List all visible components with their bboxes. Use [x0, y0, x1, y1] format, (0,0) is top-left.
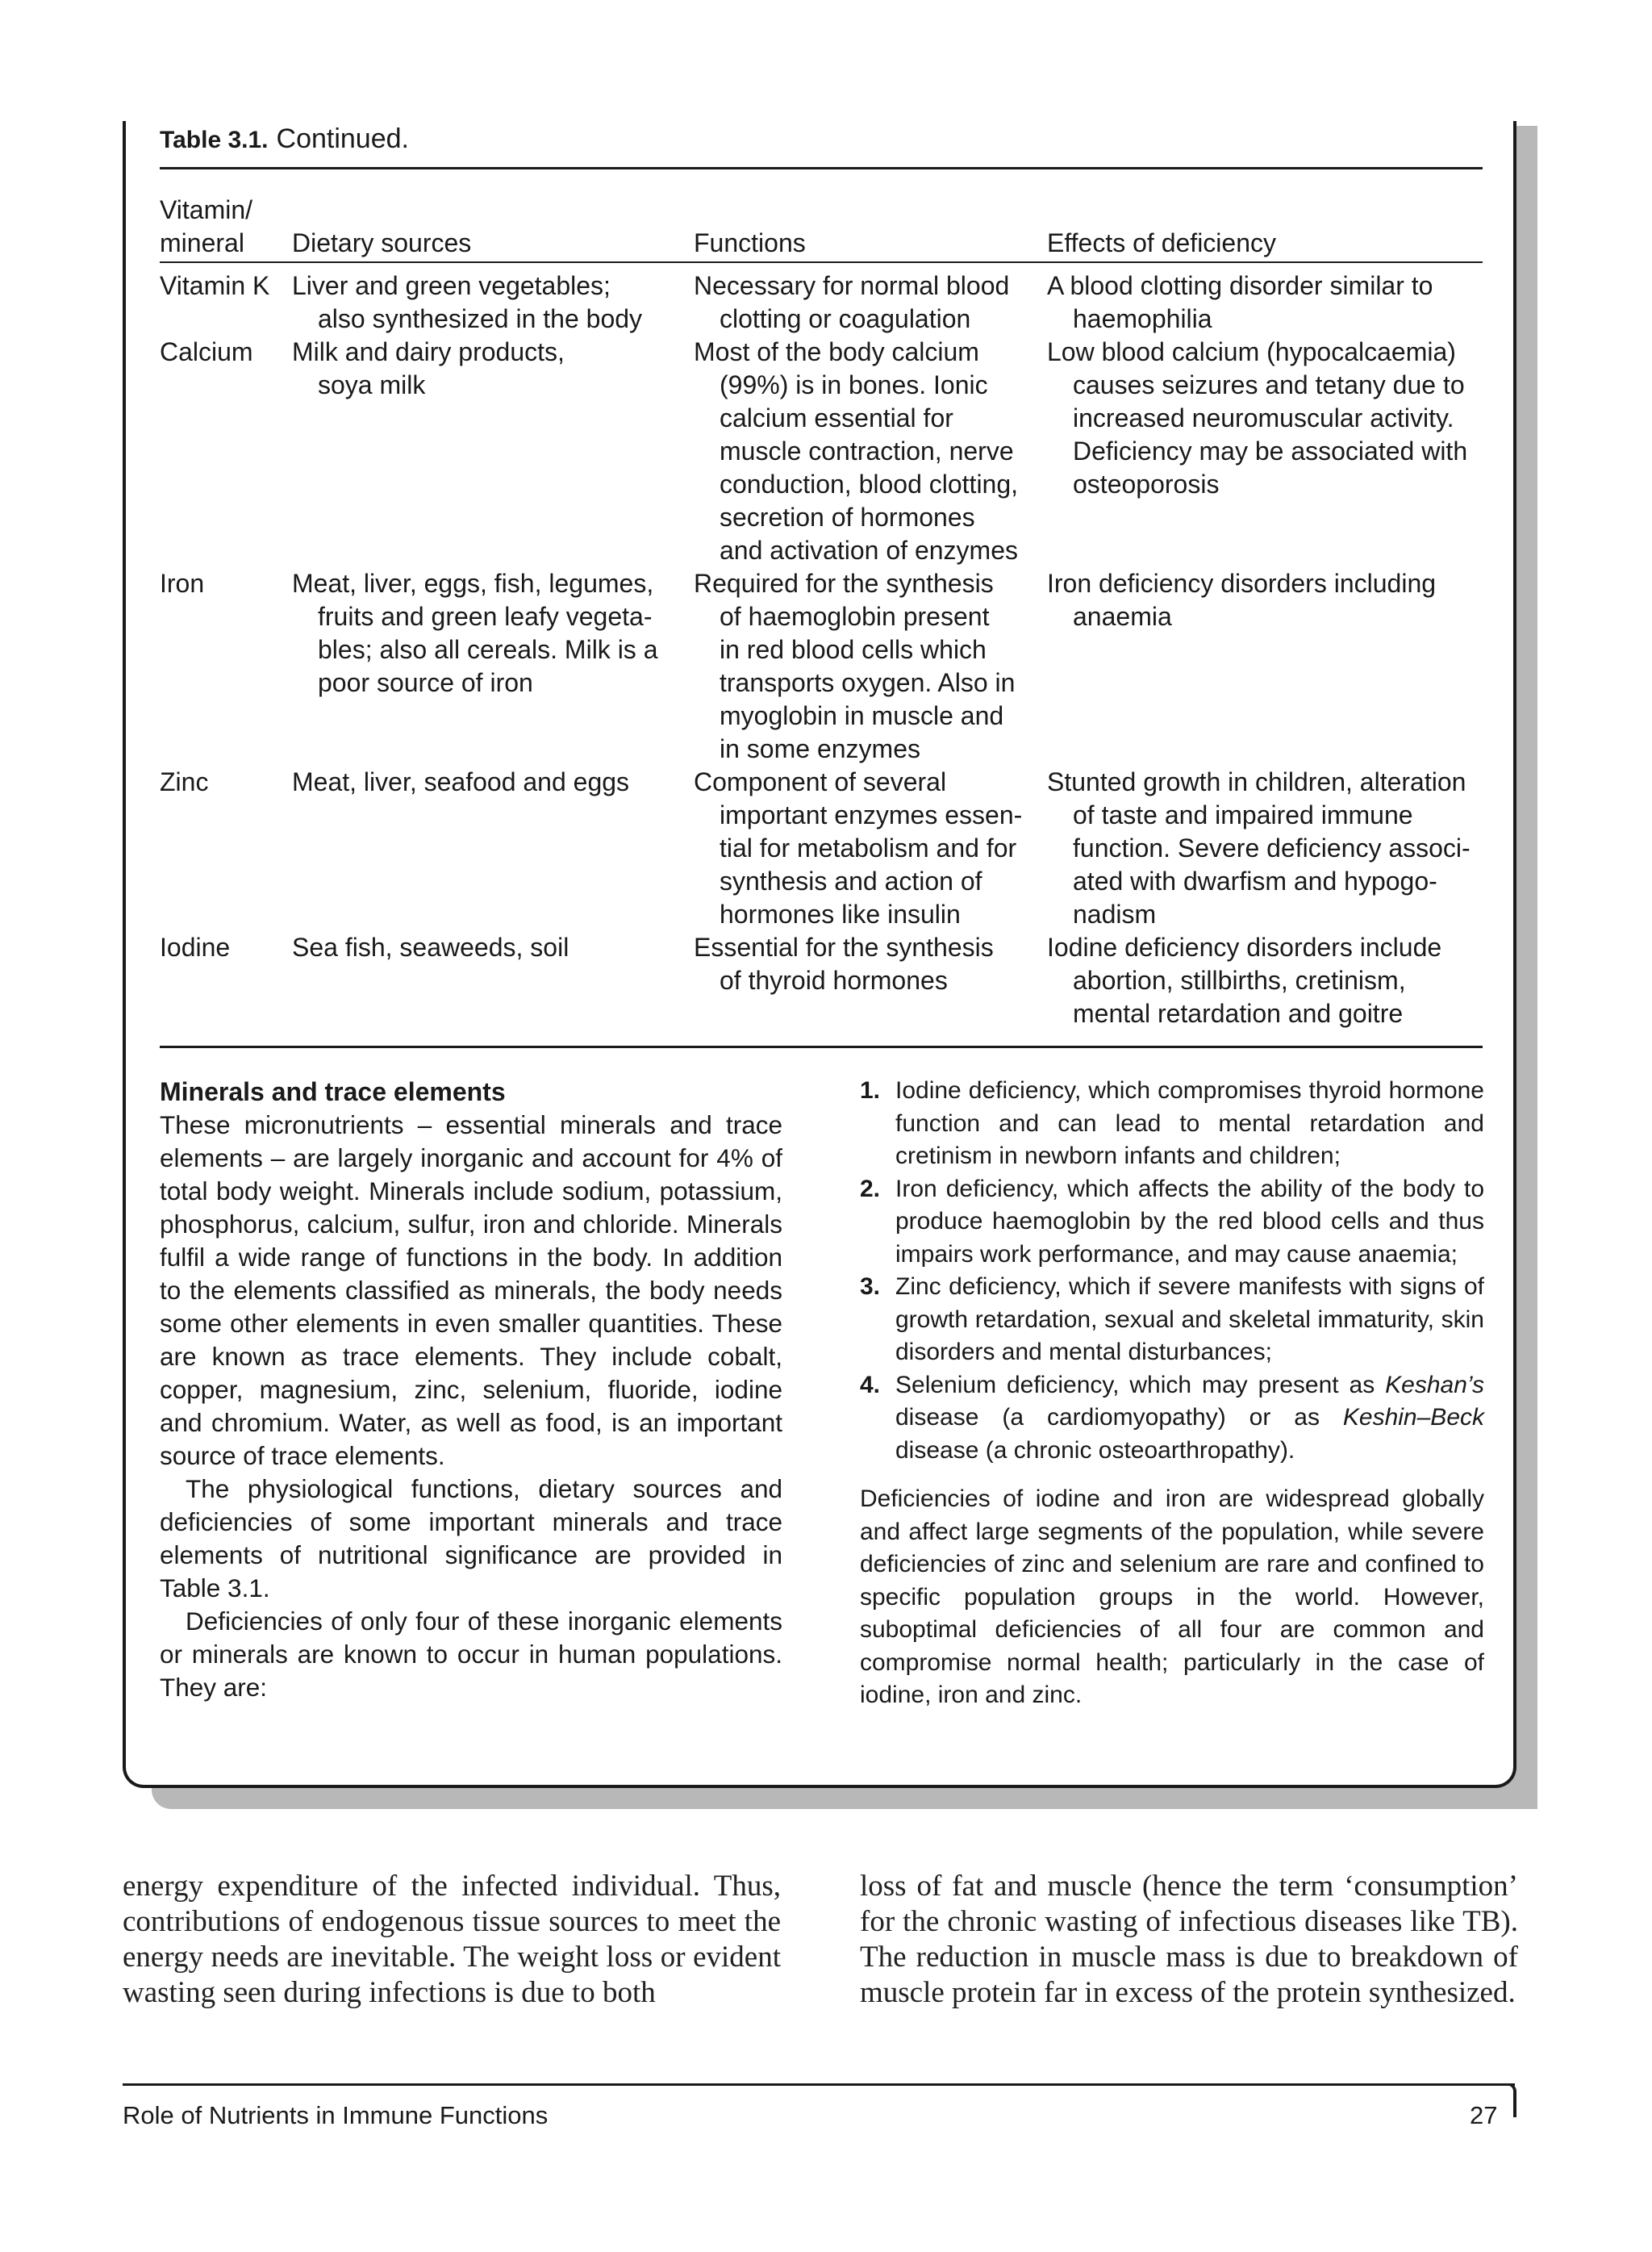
header-mineral-line: mineral: [160, 228, 244, 257]
cell-line: myoglobin in muscle and: [720, 701, 1004, 730]
row-functions: [694, 269, 1009, 336]
cell-line: hormones like insulin: [720, 900, 961, 929]
row-functions: [694, 567, 1015, 766]
cell-line: conduction, blood clotting,: [720, 470, 1019, 499]
header-functions: Functions: [694, 228, 806, 257]
list-text: Zinc deficiency, which if severe manifests with signs of growth retardation, sexual and skeletal immaturity, skin disorders and mental disturbances;: [895, 1273, 1484, 1365]
header-vitamin-mineral: [160, 194, 252, 260]
list-number: 1.: [860, 1077, 881, 1104]
cell-line: Most of the body calcium: [694, 337, 979, 366]
row-functions: [694, 336, 1018, 567]
row-effects: [1047, 766, 1471, 931]
cell-line: causes seizures and tetany due to: [1073, 370, 1465, 399]
list-number: 2.: [860, 1175, 881, 1202]
row-nutrient-name: Iron: [160, 569, 205, 598]
header-effects: Effects of deficiency: [1047, 228, 1276, 257]
list-text: disease (a cardiomyopathy) or as: [895, 1404, 1343, 1431]
deficiency-list: [860, 1075, 1484, 1467]
cell-line: (99%) is in bones. Ionic: [720, 370, 988, 399]
row-functions: [694, 931, 994, 997]
row-dietary-sources: [292, 931, 569, 964]
cell-line: in red blood cells which: [720, 635, 987, 664]
cell-line: in some enzymes: [720, 734, 920, 763]
cell-line: soya milk: [318, 370, 426, 399]
box-left-column: [160, 1075, 782, 1704]
cell-line: Essential for the synthesis: [694, 933, 994, 962]
list-item: [860, 1075, 1484, 1173]
list-text: Iodine deficiency, which compromises thyroid hormone function and can lead to mental retardation and cretinism in newborn infants and children;: [895, 1077, 1484, 1169]
cell-line: transports oxygen. Also in: [720, 668, 1016, 697]
keshan-term: Keshan’s: [1385, 1371, 1484, 1398]
cell-line: increased neuromuscular activity.: [1073, 403, 1454, 432]
header-rule: [160, 261, 1483, 263]
cell-line: osteoporosis: [1073, 470, 1220, 499]
list-number: 3.: [860, 1273, 881, 1300]
cell-line: also synthesized in the body: [318, 304, 643, 333]
box-right-column: [860, 1075, 1484, 1712]
list-text: Iron deficiency, which affects the ability of the body to produce haemoglobin by the red blood cells and thus impairs work performance, and may cause anaemia;: [895, 1175, 1484, 1268]
cell-line: of taste and impaired immune: [1073, 800, 1413, 829]
cell-line: mental retardation and goitre: [1073, 999, 1404, 1028]
body-text-left: energy expenditure of the infected individual. Thus, contributions of endogenous tissue sources to meet the energy needs are inevitable. The weight loss or evident wasting seen during infections is due to both: [123, 1870, 781, 2009]
footer-corner: [1508, 2083, 1516, 2117]
paragraph-1: These micronutrients – essential minerals and trace elements – are largely inorganic and account for 4% of total body weight. Minerals include sodium, potassium, phosphorus, calcium, sulfur, iron and chloride. Minerals fulfil a wide range of functions in the body. In addition to the elements classified as minerals, the body needs some other elements in even smaller quantities. These are known as trace elements. They include cobalt, copper, magnesium, zinc, selenium, fluoride, iodine and chromium. Water, as well as food, is an important source of trace elements.: [160, 1110, 782, 1470]
cell-line: abortion, stillbirths, cretinism,: [1073, 966, 1406, 995]
cell-line: Stunted growth in children, alteration: [1047, 767, 1466, 796]
cell-line: haemophilia: [1073, 304, 1212, 333]
cell-line: Deficiency may be associated with: [1073, 437, 1468, 466]
cell-line: of thyroid hormones: [720, 966, 948, 995]
cell-line: Meat, liver, eggs, fish, legumes,: [292, 569, 654, 598]
cell-line: Low blood calcium (hypocalcaemia): [1047, 337, 1456, 366]
cell-line: Required for the synthesis: [694, 569, 994, 598]
cell-line: of haemoglobin present: [720, 602, 990, 631]
row-dietary-sources: [292, 766, 629, 799]
list-text: disease (a chronic osteoarthropathy).: [895, 1436, 1295, 1464]
cell-line: Necessary for normal blood: [694, 271, 1010, 300]
keshin-beck-term: Keshin–Beck: [1342, 1404, 1484, 1431]
cell-line: calcium essential for: [720, 403, 953, 432]
cell-line: Iron deficiency disorders including: [1047, 569, 1437, 598]
row-nutrient-name: Zinc: [160, 767, 209, 796]
list-item: [860, 1369, 1484, 1468]
cell-line: Component of several: [694, 767, 947, 796]
cell-line: bles; also all cereals. Milk is a: [318, 635, 658, 664]
row-effects: [1047, 336, 1467, 501]
cell-line: tial for metabolism and for: [720, 834, 1017, 863]
cell-line: muscle contraction, nerve: [720, 437, 1014, 466]
header-vitamin-line: Vitamin/: [160, 195, 253, 224]
cell-line: Iodine deficiency disorders include: [1047, 933, 1442, 962]
list-item: [860, 1271, 1484, 1369]
cell-line: secretion of hormones: [720, 503, 975, 532]
cell-line: Milk and dairy products,: [292, 337, 565, 366]
list-text: Selenium deficiency, which may present as: [895, 1371, 1386, 1398]
cell-line: Liver and green vegetables;: [292, 271, 611, 300]
list-item: [860, 1173, 1484, 1272]
cell-line: and activation of enzymes: [720, 536, 1018, 565]
cell-line: Sea fish, seaweeds, soil: [292, 933, 569, 962]
section-heading: Minerals and trace elements: [160, 1077, 506, 1106]
page-number: 27: [1470, 2101, 1498, 2129]
row-nutrient-name: Iodine: [160, 933, 231, 962]
list-number: 4.: [860, 1371, 881, 1398]
footer-rule: [123, 2083, 1515, 2086]
cell-line: ated with dwarfism and hypogo-: [1073, 867, 1437, 896]
row-effects: [1047, 269, 1433, 336]
cell-line: poor source of iron: [318, 668, 533, 697]
cell-line: function. Severe deficiency associ-: [1073, 834, 1471, 863]
table-bottom-rule: [160, 1046, 1483, 1048]
cell-line: A blood clotting disorder similar to: [1047, 271, 1433, 300]
cell-line: important enzymes essen-: [720, 800, 1023, 829]
cell-line: clotting or coagulation: [720, 304, 971, 333]
row-dietary-sources: [292, 567, 657, 700]
row-effects: [1047, 567, 1436, 633]
cell-line: anaemia: [1073, 602, 1172, 631]
paragraph-3: Deficiencies of only four of these inorganic elements or minerals are known to occur in human populations. They are:: [160, 1606, 782, 1702]
table-continued: Continued.: [276, 123, 409, 154]
paragraph-2: The physiological functions, dietary sources and deficiencies of some important minerals and trace elements of nutritional significance are provided in Table 3.1.: [160, 1474, 782, 1602]
running-footer-title: Role of Nutrients in Immune Functions: [123, 2101, 549, 2129]
table-label: Table 3.1.: [160, 127, 269, 153]
row-effects: [1047, 931, 1441, 1030]
cell-line: fruits and green leafy vegeta-: [318, 602, 653, 631]
closing-paragraph: Deficiencies of iodine and iron are widespread globally and affect large segments of the population, while severe deficiencies of zinc and selenium are rare and confined to specific population groups in the world. However, suboptimal deficiencies of all four are common and compromise normal health; particularly in the case of iodine, iron and zinc.: [860, 1485, 1484, 1708]
row-nutrient-name: Vitamin K: [160, 271, 270, 300]
row-nutrient-name: Calcium: [160, 337, 253, 366]
header-dietary-sources: Dietary sources: [292, 228, 472, 257]
body-text-right: loss of fat and muscle (hence the term ‘consumption’ for the chronic wasting of infectious diseases like TB). The reduction in muscle mass is due to breakdown of muscle protein far in excess of the protein synthesized.: [860, 1870, 1518, 2009]
table-top-rule: [160, 167, 1483, 169]
row-functions: [694, 766, 1022, 931]
row-dietary-sources: [292, 269, 642, 336]
cell-line: Meat, liver, seafood and eggs: [292, 767, 630, 796]
table-title: [160, 121, 409, 158]
cell-line: nadism: [1073, 900, 1157, 929]
row-dietary-sources: [292, 336, 565, 402]
cell-line: synthesis and action of: [720, 867, 982, 896]
